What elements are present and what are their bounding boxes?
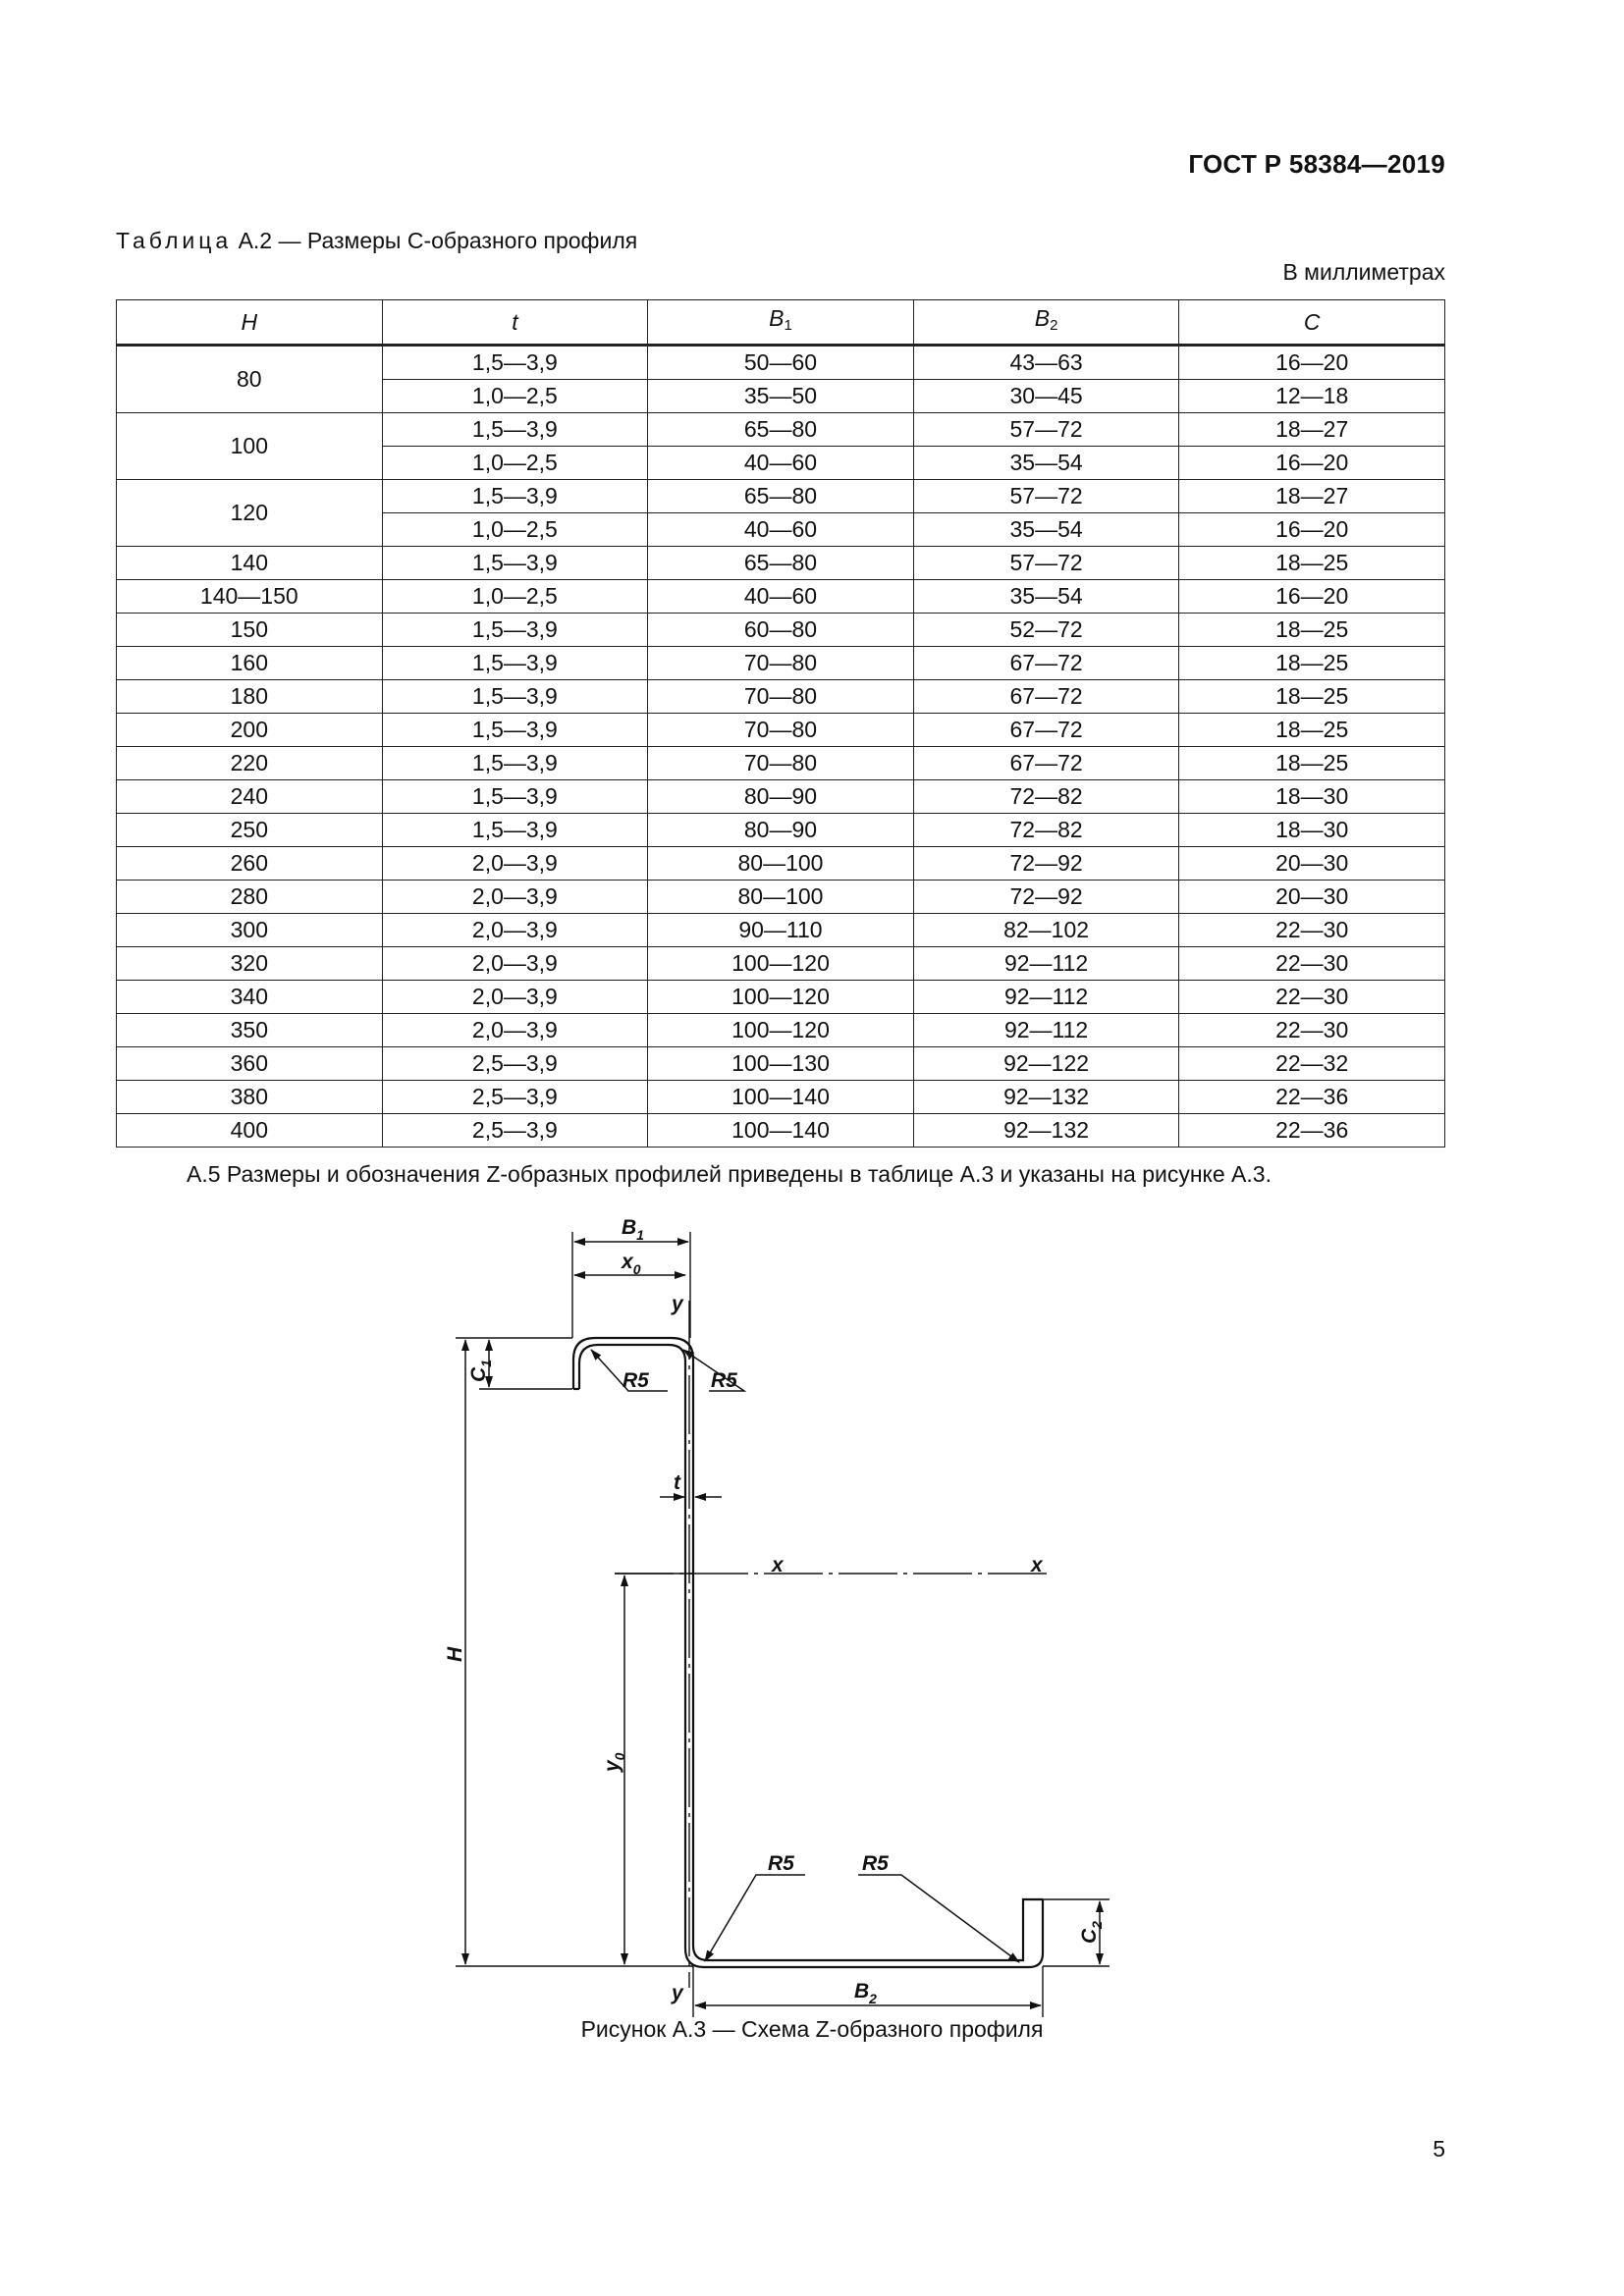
label-c1: $C_1$ <box>467 1360 494 1382</box>
cell-t: 1,0—2,5 <box>382 447 648 480</box>
cell-h: 260 <box>117 847 383 881</box>
table-row <box>117 881 1445 914</box>
cell-b2: 30—45 <box>913 380 1179 413</box>
cell-c: 18—25 <box>1179 547 1445 580</box>
cell-t: 2,5—3,9 <box>382 1081 648 1114</box>
cell-h: 150 <box>117 614 383 647</box>
cell-c: 22—30 <box>1179 981 1445 1014</box>
table-row <box>117 1047 1445 1081</box>
cell-b1: 65—80 <box>648 480 914 513</box>
column-header-label: B <box>769 305 785 331</box>
cell-t: 2,5—3,9 <box>382 1114 648 1148</box>
cell-h: 200 <box>117 714 383 747</box>
column-header <box>382 300 648 346</box>
cell-b1: 65—80 <box>648 547 914 580</box>
cell-c: 16—20 <box>1179 346 1445 380</box>
cell-b2: 57—72 <box>913 480 1179 513</box>
cell-h: 80 <box>117 346 383 413</box>
document-standard-number: ГОСТ Р 58384—2019 <box>1188 149 1445 179</box>
cell-h: 140—150 <box>117 580 383 614</box>
cell-b2: 92—122 <box>913 1047 1179 1081</box>
column-header-label: t <box>512 309 518 335</box>
table-row <box>117 1014 1445 1047</box>
cell-c: 18—27 <box>1179 413 1445 447</box>
label-y-top: y <box>672 1293 683 1315</box>
cell-t: 1,5—3,9 <box>382 680 648 714</box>
label-r5-b: R5 <box>711 1369 737 1392</box>
cell-b1: 60—80 <box>648 614 914 647</box>
cell-h: 400 <box>117 1114 383 1148</box>
cell-t: 1,5—3,9 <box>382 647 648 680</box>
cell-b2: 92—132 <box>913 1081 1179 1114</box>
cell-h: 320 <box>117 947 383 981</box>
cell-t: 2,5—3,9 <box>382 1047 648 1081</box>
cell-b2: 92—112 <box>913 1014 1179 1047</box>
extension-lines <box>456 1232 1110 2017</box>
cell-b2: 57—72 <box>913 413 1179 447</box>
label-c2: $C_2$ <box>1078 1921 1105 1944</box>
table-row <box>117 580 1445 614</box>
cell-c: 18—25 <box>1179 647 1445 680</box>
cell-h: 280 <box>117 881 383 914</box>
cell-b1: 40—60 <box>648 513 914 547</box>
cell-t: 2,0—3,9 <box>382 914 648 947</box>
cell-h: 140 <box>117 547 383 580</box>
table-row <box>117 680 1445 714</box>
cell-c: 18—25 <box>1179 680 1445 714</box>
cell-b1: 70—80 <box>648 714 914 747</box>
column-header-label: H <box>241 309 258 335</box>
table-row <box>117 480 1445 513</box>
table-row <box>117 814 1445 847</box>
table-header-row <box>117 300 1445 346</box>
cell-c: 12—18 <box>1179 380 1445 413</box>
cell-h: 100 <box>117 413 383 480</box>
figure-labels <box>444 1216 1105 2006</box>
column-header <box>913 300 1179 346</box>
table-row <box>117 1081 1445 1114</box>
cell-t: 1,0—2,5 <box>382 380 648 413</box>
table-row <box>117 914 1445 947</box>
column-header-label: C <box>1303 309 1321 335</box>
column-header-subscript: 2 <box>1050 317 1058 334</box>
cell-t: 1,5—3,9 <box>382 747 648 780</box>
cell-h: 180 <box>117 680 383 714</box>
label-h: H <box>444 1646 466 1662</box>
table-row <box>117 647 1445 680</box>
cell-t: 2,0—3,9 <box>382 847 648 881</box>
cell-c: 18—25 <box>1179 747 1445 780</box>
cell-b2: 43—63 <box>913 346 1179 380</box>
column-header-label: B <box>1034 305 1051 331</box>
cell-h: 300 <box>117 914 383 947</box>
table-row <box>117 747 1445 780</box>
cell-h: 220 <box>117 747 383 780</box>
cell-c: 22—30 <box>1179 914 1445 947</box>
table-caption-prefix: Таблица <box>116 228 233 253</box>
label-t: t <box>674 1471 680 1494</box>
cell-c: 16—20 <box>1179 447 1445 480</box>
cell-b1: 35—50 <box>648 380 914 413</box>
table-caption <box>116 228 637 254</box>
cell-b2: 67—72 <box>913 747 1179 780</box>
cell-h: 120 <box>117 480 383 547</box>
table-row <box>117 1114 1445 1148</box>
cell-c: 20—30 <box>1179 847 1445 881</box>
label-y-bottom: y <box>672 1982 683 2004</box>
cell-b2: 35—54 <box>913 447 1179 480</box>
cell-b1: 65—80 <box>648 413 914 447</box>
label-x-right: x <box>1031 1554 1043 1576</box>
cell-b2: 67—72 <box>913 647 1179 680</box>
cell-h: 360 <box>117 1047 383 1081</box>
cell-b1: 100—120 <box>648 947 914 981</box>
cell-b2: 72—82 <box>913 814 1179 847</box>
cell-c: 22—30 <box>1179 947 1445 981</box>
cell-c: 18—30 <box>1179 814 1445 847</box>
cell-b1: 80—100 <box>648 881 914 914</box>
cell-t: 2,0—3,9 <box>382 947 648 981</box>
column-header <box>1179 300 1445 346</box>
cell-c: 16—20 <box>1179 513 1445 547</box>
cell-b2: 92—112 <box>913 947 1179 981</box>
cell-b2: 67—72 <box>913 714 1179 747</box>
table-row <box>117 780 1445 814</box>
cell-t: 1,0—2,5 <box>382 580 648 614</box>
cell-b1: 40—60 <box>648 580 914 614</box>
profile-outline <box>573 1338 1043 1967</box>
cell-b2: 72—82 <box>913 780 1179 814</box>
profile-dimensions-table <box>116 299 1445 1148</box>
cell-b1: 100—120 <box>648 981 914 1014</box>
table-caption-title: А.2 — Размеры С-образного профиля <box>232 228 638 253</box>
column-header <box>648 300 914 346</box>
table-row <box>117 714 1445 747</box>
cell-h: 350 <box>117 1014 383 1047</box>
radius-leaders <box>591 1350 1019 1962</box>
label-y0: $y_0$ <box>601 1752 627 1772</box>
cell-h: 240 <box>117 780 383 814</box>
cell-b1: 70—80 <box>648 680 914 714</box>
cell-b1: 70—80 <box>648 747 914 780</box>
z-profile-diagram <box>432 1202 1139 2017</box>
cell-b2: 92—132 <box>913 1114 1179 1148</box>
cell-t: 1,5—3,9 <box>382 614 648 647</box>
cell-t: 1,5—3,9 <box>382 547 648 580</box>
cell-t: 2,0—3,9 <box>382 881 648 914</box>
cell-c: 18—25 <box>1179 714 1445 747</box>
label-x-left: x <box>772 1554 784 1576</box>
cell-t: 1,5—3,9 <box>382 714 648 747</box>
cell-c: 18—27 <box>1179 480 1445 513</box>
cell-h: 160 <box>117 647 383 680</box>
cell-t: 2,0—3,9 <box>382 1014 648 1047</box>
cell-t: 1,5—3,9 <box>382 814 648 847</box>
column-header-subscript: 1 <box>784 317 792 334</box>
table-row <box>117 413 1445 447</box>
cell-t: 1,5—3,9 <box>382 480 648 513</box>
figure-caption: Рисунок А.3 — Схема Z-образного профиля <box>580 2016 1044 2042</box>
cell-c: 18—30 <box>1179 780 1445 814</box>
cell-t: 1,0—2,5 <box>382 513 648 547</box>
cell-c: 22—36 <box>1179 1081 1445 1114</box>
cell-b1: 100—120 <box>648 1014 914 1047</box>
table-body <box>117 346 1445 1148</box>
cell-h: 380 <box>117 1081 383 1114</box>
cell-b2: 92—112 <box>913 981 1179 1014</box>
cell-b2: 72—92 <box>913 847 1179 881</box>
cell-c: 22—32 <box>1179 1047 1445 1081</box>
cell-t: 2,0—3,9 <box>382 981 648 1014</box>
cell-b2: 57—72 <box>913 547 1179 580</box>
cell-b1: 100—140 <box>648 1081 914 1114</box>
cell-b2: 67—72 <box>913 680 1179 714</box>
cell-b2: 35—54 <box>913 580 1179 614</box>
dimension-lines <box>465 1242 1100 2005</box>
cell-t: 1,5—3,9 <box>382 346 648 380</box>
table-row <box>117 981 1445 1014</box>
cell-b2: 82—102 <box>913 914 1179 947</box>
cell-h: 250 <box>117 814 383 847</box>
label-r5-d: R5 <box>862 1852 889 1875</box>
cell-b1: 90—110 <box>648 914 914 947</box>
table-row <box>117 346 1445 380</box>
cell-b2: 72—92 <box>913 881 1179 914</box>
label-r5-c: R5 <box>768 1852 794 1875</box>
table-row <box>117 947 1445 981</box>
cell-c: 16—20 <box>1179 580 1445 614</box>
cell-b1: 40—60 <box>648 447 914 480</box>
cell-b1: 80—90 <box>648 814 914 847</box>
cell-t: 1,5—3,9 <box>382 413 648 447</box>
cell-b2: 52—72 <box>913 614 1179 647</box>
table-units: В миллиметрах <box>1282 259 1445 285</box>
cell-b2: 35—54 <box>913 513 1179 547</box>
axis-lines <box>615 1301 1051 1988</box>
label-b1: $B_1$ <box>622 1216 644 1243</box>
cell-b1: 100—140 <box>648 1114 914 1148</box>
cell-b1: 50—60 <box>648 346 914 380</box>
cell-c: 22—30 <box>1179 1014 1445 1047</box>
cell-t: 1,5—3,9 <box>382 780 648 814</box>
table-row <box>117 847 1445 881</box>
cell-c: 22—36 <box>1179 1114 1445 1148</box>
cell-b1: 80—90 <box>648 780 914 814</box>
cell-b1: 80—100 <box>648 847 914 881</box>
cell-c: 18—25 <box>1179 614 1445 647</box>
column-header <box>117 300 383 346</box>
table-row <box>117 547 1445 580</box>
cell-b1: 70—80 <box>648 647 914 680</box>
cell-b1: 100—130 <box>648 1047 914 1081</box>
page-number: 5 <box>1433 2136 1445 2162</box>
paragraph-a5: А.5 Размеры и обозначения Z-образных профилей приведены в таблице А.3 и указаны на рисунке А.3. <box>187 1161 1272 1187</box>
cell-c: 20—30 <box>1179 881 1445 914</box>
label-x0: $x_0$ <box>622 1251 641 1277</box>
cell-h: 340 <box>117 981 383 1014</box>
label-r5-a: R5 <box>623 1369 649 1392</box>
table-row <box>117 614 1445 647</box>
label-b2: $B_2$ <box>854 1980 877 2006</box>
